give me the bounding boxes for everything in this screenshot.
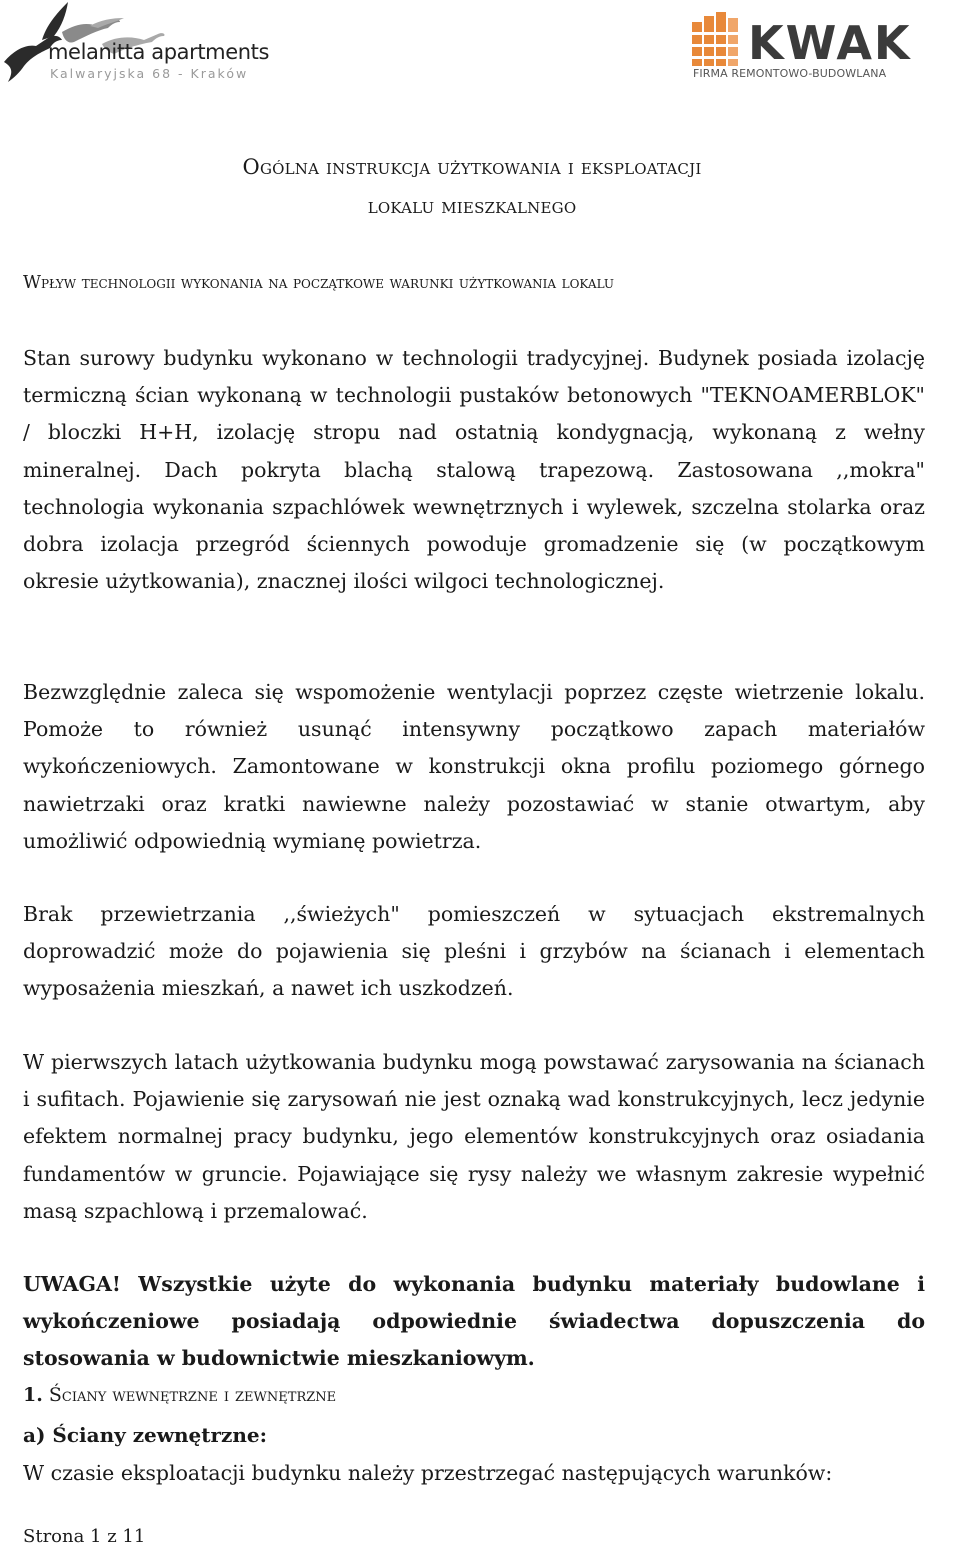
document-title-line2: lokalu mieszkalnego [367,194,577,218]
page-header [0,0,960,100]
warning-paragraph: UWAGA! Wszystkie użyte do wykonania budynku materiały budowlane i wykończeniowe posiadają odpowiednie świadectwa dopuszczenia do stosowania w budownictwie mieszkaniowym. [23,1272,925,1371]
section-1-heading [23,1384,336,1406]
kwak-tagline: FIRMA REMONTOWO-BUDOWLANA [693,67,887,80]
paragraph-mold: Brak przewietrzania ,,świeżych" pomieszczeń w sytuacjach ekstremalnych doprowadzić może do pojawienia się pleśni i grzybów na ścianach i elementach wyposażenia mieszkań, a nawet ich uszkodzeń. [23,902,925,1001]
melanitta-brand: melanitta apartments [48,40,270,64]
section-heading: Wpływ technologii wykonania na początkowe warunki użytkowania lokalu [23,273,614,293]
section-1-number: 1. [23,1384,43,1406]
conditions-intro: W czasie eksploatacji budynku należy przestrzegać następujących warunków: [23,1461,833,1485]
subsection-a-heading: a) Ściany zewnętrzne: [23,1423,268,1447]
kwak-brand: KWAK [748,16,912,70]
paragraph-ventilation: Bezwzględnie zaleca się wspomożenie wentylacji poprzez częste wietrzenie lokalu. Pomoże to również usunąć intensywny początkowo zapach materiałów wykończeniowych. Zamontowane w konstrukcji okna profilu poziomego górnego nawietrzaki oraz kratki nawiewne należy pozostawiać w stanie otwartym, aby umożliwić odpowiednią wymianę powietrza. [23,680,925,853]
building-bars-icon [690,12,750,67]
kwak-logo [690,12,955,87]
melanitta-logo [2,0,282,90]
paragraph-technology: Stan surowy budynku wykonano w technologii tradycyjnej. Budynek posiada izolację termiczną ścian wykonaną w technologii pustaków betonowych "TEKNOAMERBLOK" / bloczki H+H, izolację stropu nad ostatnią kondygnacją, wykonaną z wełny mineralnej. Dach pokryta blachą stalową trapezową. Zastosowana ,,mokra" technologia wykonania szpachlówek wewnętrznych i wylewek, szczelna stolarka oraz dobra izolacja przegród ściennych powoduje gromadzenie się (w początkowym okresie użytkowania), znacznej ilości wilgoci technologicznej. [23,346,925,594]
section-1-title: Ściany wewnętrzne i zewnętrzne [48,1384,337,1406]
melanitta-address: Kalwaryjska 68 - Kraków [50,66,249,81]
paragraph-cracks: W pierwszych latach użytkowania budynku mogą powstawać zarysowania na ścianach i sufitach. Pojawienie się zarysowań nie jest oznaką wad konstrukcyjnych, lecz jedynie efektem normalnej pracy budynku, jego elementów konstrukcyjnych oraz osiadania fundamentów w gruncie. Pojawiające się rysy należy we własnym zakresie wypełnić masą szpachlową i przemalować. [23,1050,925,1223]
page-number: Strona 1 z 11 [23,1526,146,1547]
document-title-line1: Ogólna instrukcja użytkowania i eksploatacji [242,155,702,179]
